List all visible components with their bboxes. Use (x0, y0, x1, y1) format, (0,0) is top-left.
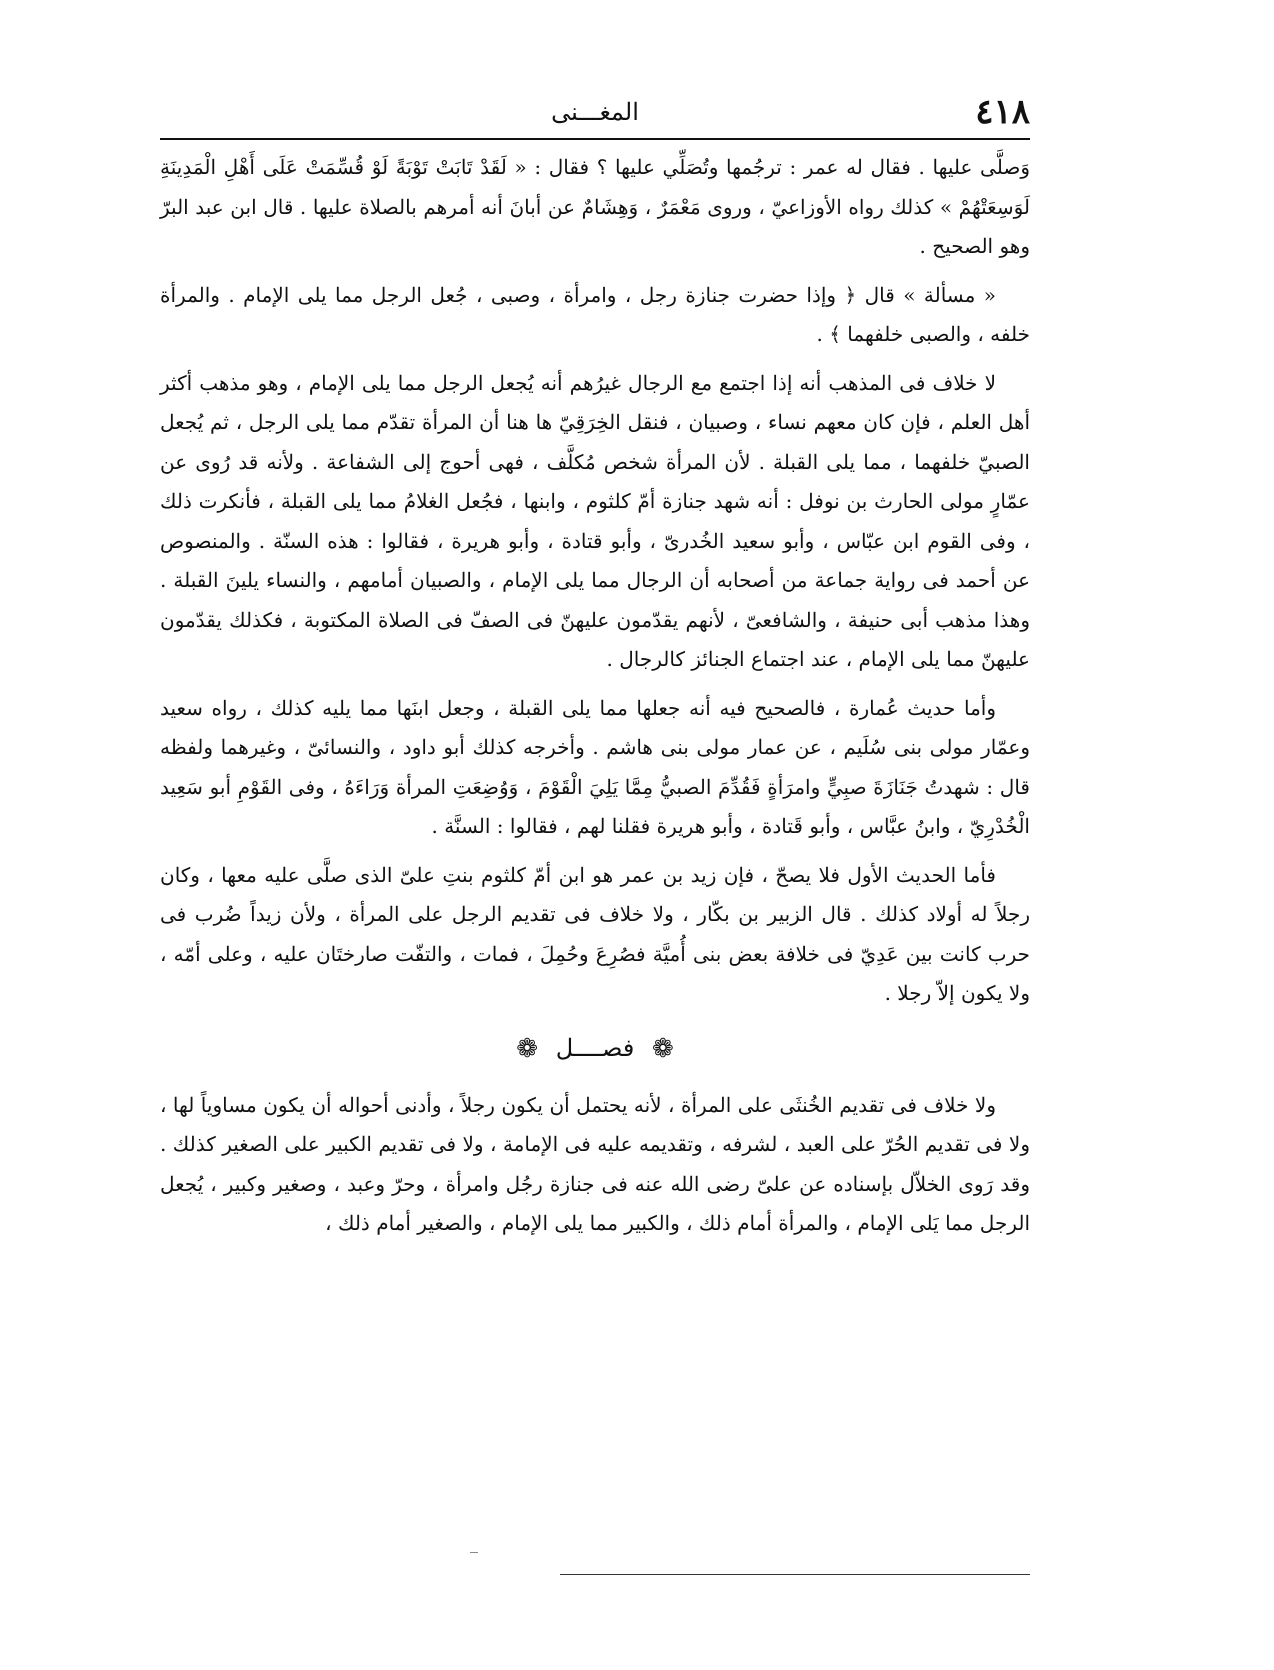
paragraph-3: لا خلاف فى المذهب أنه إذا اجتمع مع الرجال غيرُهم أنه يُجعل الرجل مما يلى الإمام ، وهو مذهب أكثر أهل العلم ، فإن كان معهم نساء ، وصبيان ، فنقل الخِرَقِيّ ها هنا أن المرأة تقدّم مما يلى الرجل ، ثم يُجعل الصبيّ خلفهما ، مما يلى القبلة . لأن المرأة شخص مُكلَّف ، فهى أحوج إلى الشفاعة . ولأنه قد رُوى عن عمّارٍ مولى الحارث بن نوفل : أنه شهد جنازة أمّ كلثوم ، وابنها ، فجُعل الغلامُ مما يلى القبلة ، فأنكرت ذلك ، وفى القوم ابن عبّاس ، وأبو سعيد الخُدرىّ ، وأبو قتادة ، وأبو هريرة ، فقالوا : هذه السنّة . والمنصوص عن أحمد فى رواية جماعة من أصحابه أن الرجال مما يلى الإمام ، والصبيان أمامهم ، والنساء يلينَ القبلة . وهذا مذهب أبى حنيفة ، والشافعىّ ، لأنهم يقدّمون عليهنّ فى الصفّ فى الصلاة المكتوبة ، فكذلك يقدّمون عليهنّ مما يلى الإمام ، عند اجتماع الجنائز كالرجال . (160, 370, 1030, 671)
footer-rule (560, 1574, 1030, 1575)
margin-mark (470, 1552, 478, 1553)
ornament-left-icon: ❁ (516, 1034, 539, 1064)
running-title: المغـــنى (551, 98, 639, 126)
body-text (160, 148, 1030, 1253)
page-number: ٤١٨ (975, 92, 1030, 132)
ornament-right-icon: ❁ (651, 1034, 674, 1064)
header-rule (160, 138, 1030, 140)
paragraph-2: « مسألة » قال ﴿ وإذا حضرت جنازة رجل ، وامرأة ، وصبى ، جُعل الرجل مما يلى الإمام . والمرأة خلفه ، والصبى خلفهما ﴾ . (160, 282, 1030, 346)
section-paragraph-1: ولا خلاف فى تقديم الخُنثَى على المرأة ، لأنه يحتمل أن يكون رجلاً ، وأدنى أحواله أن يكون مساوياً لها ، ولا فى تقديم الحُرّ على العبد ، لشرفه ، وتقديمه عليه فى الإمامة ، ولا فى تقديم الكبير على الصغير كذلك . وقد رَوى الخلاّل بإسناده عن علىّ رضى الله عنه فى جنازة رجُل وامرأة ، وحرّ وعبد ، وصغير وكبير ، يُجعل الرجل مما يَلى الإمام ، والمرأة أمام ذلك ، والكبير مما يلى الإمام ، والصغير أمام ذلك ، (160, 1092, 1030, 1235)
section-heading-text: فصــــل (555, 1033, 635, 1062)
section-heading (160, 1028, 1030, 1068)
page-header (160, 92, 1030, 136)
paragraph-1: وَصلَّى عليها . فقال له عمر : ترجُمها وتُصَلِّي عليها ؟ فقال : « لَقَدْ تَابَتْ تَوْبَةً لَوْ قُسِّمَتْ عَلَى أَهْلِ الْمَدِينَةِ لَوَسِعَتْهُمْ » كذلك رواه الأوزاعيّ ، وروى مَعْمَرٌ ، وَهِشَامٌ عن أبانَ أنه أمرهم بالصلاة عليها . قال ابن عبد البرّ وهو الصحيح . (160, 155, 1030, 258)
paragraph-4: وأما حديث عُمارة ، فالصحيح فيه أنه جعلها مما يلى القبلة ، وجعل ابنَها مما يليه كذلك ، رواه سعيد وعمّار مولى بنى سُلَيم ، عن عمار مولى بنى هاشم . وأخرجه كذلك أبو داود ، والنسائىّ ، وغيرهما ولفظه قال : شهدتُ جَنَازَةَ صبِيٍّ وامرَأةٍ فَقُدِّمَ الصبيُّ مِمَّا يَلِيَ الْقَوْمَ ، وَوُضِعَتِ المرأة وَرَاءَهُ ، وفى القَوْمِ أبو سَعِيد الْخُدْرِيّ ، وابنُ عبَّاس ، وأبو قَتادة ، وأبو هريرة فقلنا لهم ، فقالوا : السنَّة . (160, 695, 1030, 838)
paragraph-5: فأما الحديث الأول فلا يصحّ ، فإن زيد بن عمر هو ابن أمّ كلثوم بنتِ علىّ الذى صلَّى عليه معها ، وكان رجلاً له أولاد كذلك . قال الزبير بن بكّار ، ولا خلاف فى تقديم الرجل على المرأة ، ولأن زيداً ضُرب فى حرب كانت بين عَدِيّ فى خلافة بعض بنى أُميَّة فصُرِعَ وحُمِلَ ، فمات ، والتفّت صارختَان عليه ، وعلى أمّه ، ولا يكون إلاّ رجلا . (160, 862, 1030, 1005)
